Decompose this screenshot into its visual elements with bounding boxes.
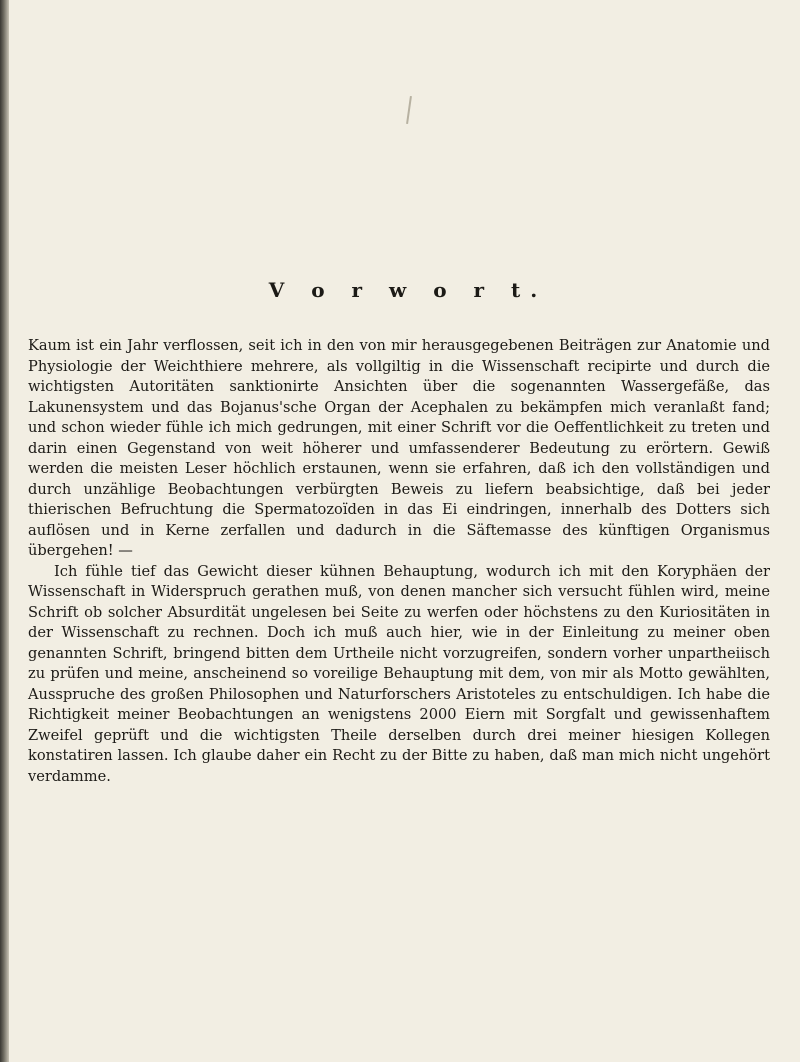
book-page [28, 0, 788, 1062]
page-binding-edge [0, 0, 9, 1062]
paragraph-1: Kaum ist ein Jahr verflossen, seit ich in den von mir herausgegebenen Beiträgen zur Anatomie und Physiologie der Weichthiere mehrere, als vollgiltig in die Wissenschaft recipirte und durch die wichtigsten Autoritäten sanktionirte Ansichten über die sogenannten Wassergefäße, das Lakunensystem und das Bojanus'sche Organ der Acephalen zu bekämpfen mich veranlaßt fand; und schon wieder fühle ich mich gedrungen, mit einer Schrift vor die Oeffentlichkeit zu treten und darin einen Gegenstand von weit höherer und umfassenderer Bedeutung zu erörtern. Gewiß werden die meisten Leser höchlich erstaunen, wenn sie erfahren, daß ich den vollständigen und durch unzählige Beobachtungen verbürgten Beweis zu liefern beabsichtige, daß bei jeder thierischen Befruchtung die Spermatozoïden in das Ei eindringen, innerhalb des Dotters sich auflösen und in Kerne zerfallen und dadurch in die Säftemasse des künftigen Organismus übergehen! — [28, 337, 770, 559]
paragraph-2: Ich fühle tief das Gewicht dieser kühnen Behauptung, wodurch ich mit den Koryphäen der Wissenschaft in Widerspruch gerathen muß, von denen mancher sich versucht fühlen wird, meine Schrift ob solcher Absurdität ungelesen bei Seite zu werfen oder höchstens zu den Kuriositäten in der Wissenschaft zu rechnen. Doch ich muß auch hier, wie in der Einleitung zu meiner oben genannten Schrift, bringend bitten dem Urtheile nicht vorzugreifen, sondern vorher unpartheiisch zu prüfen und meine, anscheinend so voreilige Behauptung mit dem, von mir als Motto gewählten, Ausspruche des großen Philosophen und Naturforschers Aristoteles zu entschuldigen. Ich habe die Richtigkeit meiner Beobachtungen an wenigstens 2000 Eiern mit Sorgfalt und gewissenhaftem Zweifel geprüft und die wichtigsten Theile derselben durch drei meiner hiesigen Kollegen konstatiren lassen. Ich glaube daher ein Recht zu der Bitte zu haben, daß man mich nicht ungehört verdamme. [28, 562, 770, 785]
paper-mark [406, 96, 412, 124]
body-text [28, 336, 770, 787]
page-title: V o r w o r t. [268, 278, 548, 302]
